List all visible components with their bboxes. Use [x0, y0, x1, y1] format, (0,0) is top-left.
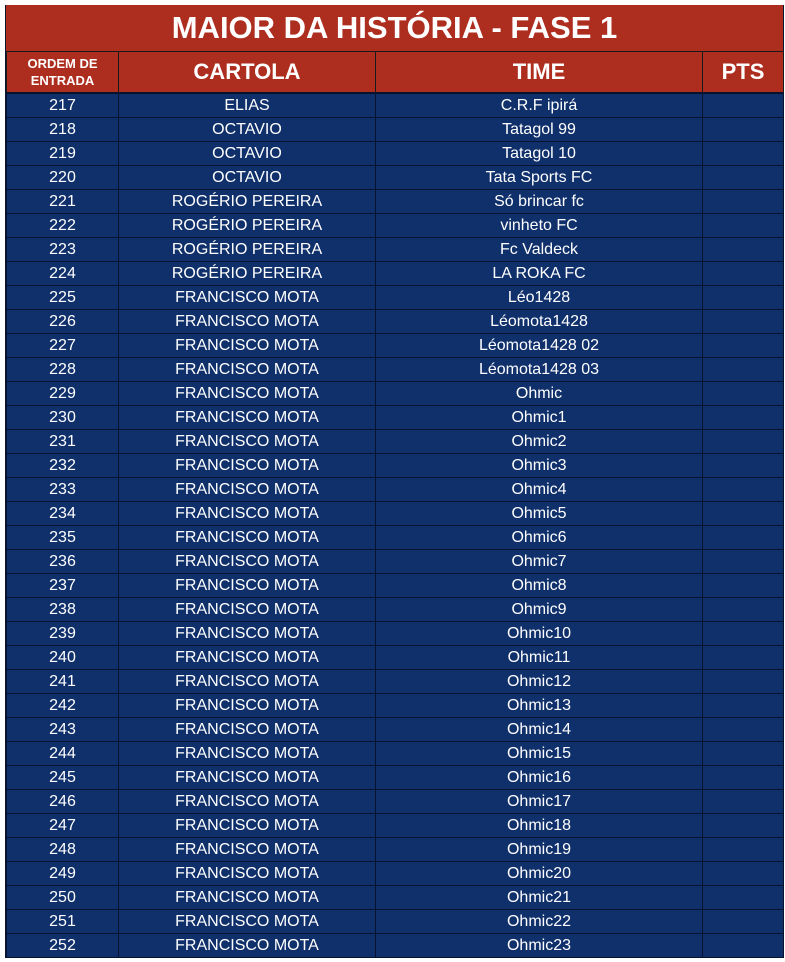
column-header-ordem-line1: ORDEM DE: [27, 56, 98, 71]
ordem-cell[interactable]: 232: [7, 454, 119, 478]
ordem-cell[interactable]: 231: [7, 430, 119, 454]
pts-cell[interactable]: [703, 118, 784, 142]
table-row: [7, 93, 784, 118]
column-header-ordem-line2: ENTRADA: [30, 73, 95, 88]
ordem-cell[interactable]: 247: [7, 814, 119, 838]
pts-cell[interactable]: [703, 166, 784, 190]
cartola-cell[interactable]: FRANCISCO MOTA: [119, 838, 376, 862]
ordem-cell[interactable]: 218: [7, 118, 119, 142]
cartola-cell[interactable]: FRANCISCO MOTA: [119, 910, 376, 934]
pts-cell[interactable]: [703, 454, 784, 478]
table-row: [7, 598, 784, 622]
cartola-cell[interactable]: OCTAVIO: [119, 142, 376, 166]
table-row: [7, 742, 784, 766]
time-cell[interactable]: Ohmic7: [376, 550, 703, 574]
time-cell[interactable]: Léo1428: [376, 286, 703, 310]
ordem-cell[interactable]: 220: [7, 166, 119, 190]
ordem-cell[interactable]: 243: [7, 718, 119, 742]
time-cell[interactable]: LA ROKA FC: [376, 262, 703, 286]
cartola-cell[interactable]: FRANCISCO MOTA: [119, 286, 376, 310]
ordem-cell[interactable]: 225: [7, 286, 119, 310]
time-cell[interactable]: Ohmic9: [376, 598, 703, 622]
pts-cell[interactable]: [703, 622, 784, 646]
table-row: [7, 934, 784, 958]
ordem-cell[interactable]: 238: [7, 598, 119, 622]
time-cell[interactable]: Ohmic: [376, 382, 703, 406]
pts-cell[interactable]: [703, 742, 784, 766]
cartola-cell[interactable]: FRANCISCO MOTA: [119, 670, 376, 694]
ordem-cell[interactable]: 246: [7, 790, 119, 814]
cartola-cell[interactable]: FRANCISCO MOTA: [119, 454, 376, 478]
spreadsheet: [5, 5, 784, 958]
time-cell[interactable]: Ohmic2: [376, 430, 703, 454]
table-row: [7, 310, 784, 334]
time-cell[interactable]: Ohmic22: [376, 910, 703, 934]
table-row: [7, 478, 784, 502]
time-cell[interactable]: Ohmic18: [376, 814, 703, 838]
time-cell[interactable]: Ohmic12: [376, 670, 703, 694]
cartola-cell[interactable]: OCTAVIO: [119, 166, 376, 190]
ordem-cell[interactable]: 239: [7, 622, 119, 646]
pts-cell[interactable]: [703, 93, 784, 118]
table-row: [7, 214, 784, 238]
cartola-cell[interactable]: FRANCISCO MOTA: [119, 406, 376, 430]
ordem-cell[interactable]: 233: [7, 478, 119, 502]
cartola-cell[interactable]: FRANCISCO MOTA: [119, 790, 376, 814]
time-cell[interactable]: Ohmic20: [376, 862, 703, 886]
time-cell[interactable]: Ohmic4: [376, 478, 703, 502]
pts-cell[interactable]: [703, 406, 784, 430]
table-row: [7, 694, 784, 718]
table-row: [7, 382, 784, 406]
table-row: [7, 190, 784, 214]
table-row: [7, 838, 784, 862]
entries-table: [6, 52, 784, 958]
pts-cell[interactable]: [703, 550, 784, 574]
time-cell[interactable]: Ohmic19: [376, 838, 703, 862]
table-row: [7, 718, 784, 742]
time-cell[interactable]: Só brincar fc: [376, 190, 703, 214]
pts-cell[interactable]: [703, 430, 784, 454]
table-row: [7, 454, 784, 478]
column-header-cartola: CARTOLA: [119, 52, 376, 93]
cartola-cell[interactable]: FRANCISCO MOTA: [119, 814, 376, 838]
column-header-pts: PTS: [703, 52, 784, 93]
time-cell[interactable]: Tatagol 99: [376, 118, 703, 142]
cartola-cell[interactable]: OCTAVIO: [119, 118, 376, 142]
table-row: [7, 910, 784, 934]
ordem-cell[interactable]: 252: [7, 934, 119, 958]
cartola-cell[interactable]: FRANCISCO MOTA: [119, 550, 376, 574]
pts-cell[interactable]: [703, 694, 784, 718]
cartola-cell[interactable]: FRANCISCO MOTA: [119, 574, 376, 598]
ordem-cell[interactable]: 251: [7, 910, 119, 934]
cartola-cell[interactable]: FRANCISCO MOTA: [119, 334, 376, 358]
table-row: [7, 646, 784, 670]
table-row: [7, 886, 784, 910]
cartola-cell[interactable]: FRANCISCO MOTA: [119, 478, 376, 502]
cartola-cell[interactable]: ROGÉRIO PEREIRA: [119, 214, 376, 238]
table-row: [7, 574, 784, 598]
pts-cell[interactable]: [703, 718, 784, 742]
pts-cell[interactable]: [703, 838, 784, 862]
ordem-cell[interactable]: 234: [7, 502, 119, 526]
time-cell[interactable]: C.R.F ipirá: [376, 93, 703, 118]
table-row: [7, 862, 784, 886]
table-row: [7, 790, 784, 814]
cartola-cell[interactable]: FRANCISCO MOTA: [119, 598, 376, 622]
cartola-cell[interactable]: FRANCISCO MOTA: [119, 358, 376, 382]
ordem-cell[interactable]: 245: [7, 766, 119, 790]
pts-cell[interactable]: [703, 766, 784, 790]
time-cell[interactable]: Ohmic3: [376, 454, 703, 478]
time-cell[interactable]: Léomota1428 02: [376, 334, 703, 358]
sheet-title: MAIOR DA HISTÓRIA - FASE 1: [6, 5, 783, 52]
pts-cell[interactable]: [703, 262, 784, 286]
cartola-cell[interactable]: FRANCISCO MOTA: [119, 310, 376, 334]
pts-cell[interactable]: [703, 646, 784, 670]
cartola-cell[interactable]: FRANCISCO MOTA: [119, 766, 376, 790]
pts-cell[interactable]: [703, 478, 784, 502]
time-cell[interactable]: Tata Sports FC: [376, 166, 703, 190]
pts-cell[interactable]: [703, 862, 784, 886]
cartola-cell[interactable]: FRANCISCO MOTA: [119, 646, 376, 670]
time-cell[interactable]: Léomota1428: [376, 310, 703, 334]
table-row: [7, 550, 784, 574]
table-row: [7, 334, 784, 358]
time-cell[interactable]: Ohmic8: [376, 574, 703, 598]
ordem-cell[interactable]: 228: [7, 358, 119, 382]
cartola-cell[interactable]: ROGÉRIO PEREIRA: [119, 262, 376, 286]
table-row: [7, 526, 784, 550]
pts-cell[interactable]: [703, 526, 784, 550]
time-cell[interactable]: Ohmic16: [376, 766, 703, 790]
pts-cell[interactable]: [703, 934, 784, 958]
ordem-cell[interactable]: 227: [7, 334, 119, 358]
cartola-cell[interactable]: FRANCISCO MOTA: [119, 502, 376, 526]
cartola-cell[interactable]: FRANCISCO MOTA: [119, 694, 376, 718]
column-header-ordem: [7, 52, 119, 93]
table-row: [7, 430, 784, 454]
cartola-cell[interactable]: FRANCISCO MOTA: [119, 526, 376, 550]
cartola-cell[interactable]: FRANCISCO MOTA: [119, 382, 376, 406]
pts-cell[interactable]: [703, 886, 784, 910]
ordem-cell[interactable]: 237: [7, 574, 119, 598]
time-cell[interactable]: Ohmic21: [376, 886, 703, 910]
pts-cell[interactable]: [703, 790, 784, 814]
ordem-cell[interactable]: 248: [7, 838, 119, 862]
ordem-cell[interactable]: 242: [7, 694, 119, 718]
table-row: [7, 286, 784, 310]
time-cell[interactable]: vinheto FC: [376, 214, 703, 238]
pts-cell[interactable]: [703, 598, 784, 622]
pts-cell[interactable]: [703, 910, 784, 934]
pts-cell[interactable]: [703, 382, 784, 406]
ordem-cell[interactable]: 230: [7, 406, 119, 430]
cartola-cell[interactable]: ROGÉRIO PEREIRA: [119, 190, 376, 214]
time-cell[interactable]: Tatagol 10: [376, 142, 703, 166]
ordem-cell[interactable]: 223: [7, 238, 119, 262]
ordem-cell[interactable]: 235: [7, 526, 119, 550]
ordem-cell[interactable]: 241: [7, 670, 119, 694]
cartola-cell[interactable]: FRANCISCO MOTA: [119, 622, 376, 646]
ordem-cell[interactable]: 219: [7, 142, 119, 166]
cartola-cell[interactable]: FRANCISCO MOTA: [119, 862, 376, 886]
ordem-cell[interactable]: 240: [7, 646, 119, 670]
table-row: [7, 766, 784, 790]
ordem-cell[interactable]: 217: [7, 93, 119, 118]
table-row: [7, 670, 784, 694]
ordem-cell[interactable]: 250: [7, 886, 119, 910]
table-row: [7, 406, 784, 430]
pts-cell[interactable]: [703, 502, 784, 526]
ordem-cell[interactable]: 249: [7, 862, 119, 886]
pts-cell[interactable]: [703, 286, 784, 310]
table-row: [7, 166, 784, 190]
column-header-time: TIME: [376, 52, 703, 93]
pts-cell[interactable]: [703, 238, 784, 262]
pts-cell[interactable]: [703, 574, 784, 598]
time-cell[interactable]: Ohmic1: [376, 406, 703, 430]
pts-cell[interactable]: [703, 310, 784, 334]
time-cell[interactable]: Ohmic5: [376, 502, 703, 526]
time-cell[interactable]: Ohmic13: [376, 694, 703, 718]
pts-cell[interactable]: [703, 814, 784, 838]
ordem-cell[interactable]: 244: [7, 742, 119, 766]
time-cell[interactable]: Léomota1428 03: [376, 358, 703, 382]
time-cell[interactable]: Ohmic11: [376, 646, 703, 670]
ordem-cell[interactable]: 221: [7, 190, 119, 214]
cartola-cell[interactable]: FRANCISCO MOTA: [119, 430, 376, 454]
table-row: [7, 814, 784, 838]
time-cell[interactable]: Ohmic10: [376, 622, 703, 646]
table-row: [7, 358, 784, 382]
table-row: [7, 262, 784, 286]
time-cell[interactable]: Ohmic15: [376, 742, 703, 766]
cartola-cell[interactable]: FRANCISCO MOTA: [119, 934, 376, 958]
ordem-cell[interactable]: 224: [7, 262, 119, 286]
ordem-cell[interactable]: 222: [7, 214, 119, 238]
table-row: [7, 238, 784, 262]
pts-cell[interactable]: [703, 358, 784, 382]
time-cell[interactable]: Ohmic6: [376, 526, 703, 550]
table-row: [7, 622, 784, 646]
pts-cell[interactable]: [703, 214, 784, 238]
time-cell[interactable]: Ohmic23: [376, 934, 703, 958]
pts-cell[interactable]: [703, 142, 784, 166]
time-cell[interactable]: Fc Valdeck: [376, 238, 703, 262]
cartola-cell[interactable]: FRANCISCO MOTA: [119, 886, 376, 910]
table-row: [7, 142, 784, 166]
pts-cell[interactable]: [703, 190, 784, 214]
header-row: [7, 52, 784, 93]
cartola-cell[interactable]: ELIAS: [119, 93, 376, 118]
time-cell[interactable]: Ohmic17: [376, 790, 703, 814]
cartola-cell[interactable]: FRANCISCO MOTA: [119, 718, 376, 742]
table-row: [7, 502, 784, 526]
cartola-cell[interactable]: ROGÉRIO PEREIRA: [119, 238, 376, 262]
table-row: [7, 118, 784, 142]
table-body: [7, 93, 784, 958]
ordem-cell[interactable]: 229: [7, 382, 119, 406]
pts-cell[interactable]: [703, 334, 784, 358]
ordem-cell[interactable]: 226: [7, 310, 119, 334]
pts-cell[interactable]: [703, 670, 784, 694]
time-cell[interactable]: Ohmic14: [376, 718, 703, 742]
cartola-cell[interactable]: FRANCISCO MOTA: [119, 742, 376, 766]
ordem-cell[interactable]: 236: [7, 550, 119, 574]
